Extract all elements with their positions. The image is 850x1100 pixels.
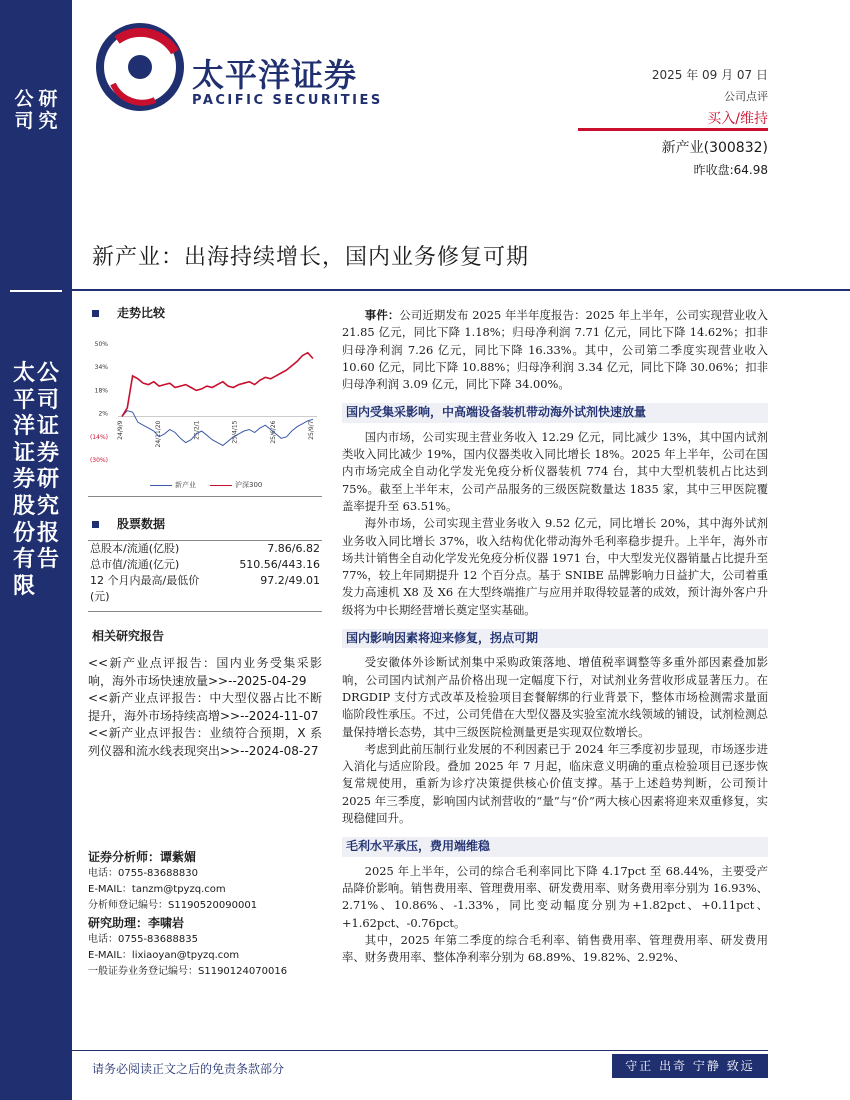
related-reports-list bbox=[88, 655, 322, 760]
analyst-name: 证券分析师：谭紫媚 bbox=[88, 850, 197, 864]
stock-data-heading: 股票数据 bbox=[92, 515, 165, 532]
section-heading: 国内受集采影响，中高端设备装机带动海外试剂快速放量 bbox=[342, 403, 768, 422]
related-report-link[interactable]: <<新产业点评报告：国内业务受集采影响，海外市场快速放量>>--2025-04-29 bbox=[88, 656, 322, 688]
legend-item-1: 新产业 bbox=[150, 480, 196, 490]
analyst-email[interactable]: E-MAIL：tanzm@tpyzq.com bbox=[88, 884, 226, 895]
y-tick-label: 50% bbox=[94, 341, 108, 348]
y-tick-label: (14%) bbox=[89, 433, 108, 441]
footer-disclaimer: 请务必阅读正文之后的免责条款部分 bbox=[92, 1062, 285, 1076]
analyst-registration: 分析师登记编号：S1190520090001 bbox=[88, 900, 258, 911]
sidebar-char: 司 bbox=[14, 110, 34, 132]
sidebar-char: 股 bbox=[12, 492, 35, 519]
rating-underline bbox=[578, 128, 768, 131]
sidebar-char: 太 bbox=[12, 360, 35, 386]
sidebar-char: 券 bbox=[12, 466, 35, 493]
y-tick-label: 34% bbox=[94, 364, 108, 372]
y-tick-label: 18% bbox=[94, 387, 108, 395]
section-heading: 毛利水平承压，费用端维稳 bbox=[342, 837, 768, 856]
sidebar-char: 有 bbox=[12, 546, 35, 573]
y-tick-label: 2% bbox=[98, 410, 108, 418]
pacific-securities-logo-icon bbox=[95, 22, 185, 112]
x-tick-label: 25/2/1 bbox=[193, 420, 201, 440]
sidebar-char: 报 bbox=[36, 519, 59, 546]
assistant-registration: 一般证券业务登记编号：S1190124070016 bbox=[88, 966, 288, 977]
event-label: 事件： bbox=[364, 308, 400, 322]
sidebar-char: 研 bbox=[38, 88, 58, 110]
sidebar-char: 究 bbox=[38, 110, 58, 132]
title-divider bbox=[72, 289, 850, 291]
sidebar-company-label bbox=[0, 360, 72, 599]
sidebar-divider bbox=[10, 290, 62, 292]
trend-chart bbox=[89, 330, 322, 500]
sidebar-char: 告 bbox=[36, 546, 59, 573]
sidebar-char: 证 bbox=[12, 439, 35, 466]
body-paragraph: 受安徽体外诊断试剂集中采购政策落地、增值税率调整等多重外部因素叠加影响，公司国内试剂产品价格出现一定幅度下行，对试剂业务营收形成显著压力。在 DRGDIP 支付方式改革及检验项目套餐解绑的行业背景下，整体市场检测需求量面临阶段性承压。不过，公司凭借在大型仪器及实验室流水线领域的铺设，试剂检测总量保持增长态势，其中三级医院检测量更是实现双位数增长。 bbox=[342, 655, 768, 739]
close-price: 昨收盘:64.98 bbox=[693, 163, 768, 177]
body-paragraph: 2025 年上半年，公司的综合毛利率同比下降 4.17pct 至 68.44%，主要受产品降价影响。销售费用率、管理费用率、研发费用率、财务费用率分别为 16.93%、2.71%、10.86%、-1.33%，同比变动幅度分别为+1.82pct、+0.11pct、+1.62pct、-0.76pct。 bbox=[342, 863, 768, 930]
table-row: (元) bbox=[90, 590, 110, 603]
series-line-2 bbox=[122, 353, 313, 417]
sidebar-char: 司 bbox=[36, 386, 59, 413]
analyst-phone: 电话：0755-83688830 bbox=[88, 868, 198, 879]
x-tick-label: 25/4/15 bbox=[231, 420, 239, 444]
body-paragraph: 海外市场，公司实现主营业务收入 9.52 亿元，同比增长 20%，其中海外试剂业务收入同比增长 37%，收入结构优化带动海外毛利率稳步提升。上半年，海外市场共计销售全自动化学发光免疫分析仪器 1971 台，中大型发光仪器销量占比提升至 77%，较上年同期提升 12 个百分点。基于 SNIBE 品牌影响力日益扩大，公司着重发力高速机 X8 及 X6 在大型终端推广与应用并取得较显著的成效，预计海外客户升级将为中长期经营增长奠定坚实基础。 bbox=[342, 516, 768, 617]
trend-heading: 走势比较 bbox=[92, 304, 165, 321]
report-type: 公司点评 bbox=[724, 90, 768, 103]
stock-data-table bbox=[88, 540, 322, 605]
table-row: 12 个月内最高/最低价 97.2/49.01 bbox=[90, 574, 320, 587]
body-paragraph: 国内市场，公司实现主营业务收入 12.29 亿元，同比减少 13%，其中国内试剂类收入同比减少 19%，国内仪器类收入同比增长 18%。2025 年上半年，公司在国内市场完成全自动化学发光免疫分析仪器装机 774 台，其中大型机装机占比达到 75%。截至上半年末，公司产品服务的三级医院数量达 1835 家，其中三甲医院覆盖率提升至 63.51%。 bbox=[342, 429, 768, 513]
square-bullet-icon bbox=[92, 310, 99, 317]
sidebar-char: 究 bbox=[36, 492, 59, 519]
report-date: 2025 年 09 月 07 日 bbox=[651, 68, 768, 82]
sidebar-char: 公 bbox=[14, 88, 34, 110]
brand-name-cn: 太平洋证券 bbox=[192, 56, 358, 94]
rating: 买入/维持 bbox=[707, 111, 768, 127]
report-body bbox=[342, 307, 768, 966]
sidebar-char: 券 bbox=[36, 439, 59, 466]
body-paragraph: 其中，2025 年第二季度的综合毛利率、销售费用率、管理费用率、研发费用率、财务费用率、整体净利率分别为 68.89%、19.82%、2.92%、 bbox=[342, 932, 768, 965]
section-heading: 国内影响因素将迎来修复，拐点可期 bbox=[342, 629, 768, 648]
related-reports-heading: 相关研究报告 bbox=[92, 629, 165, 643]
legend-item-2: 沪深300 bbox=[210, 480, 262, 490]
assistant-phone: 电话：0755-83688835 bbox=[88, 934, 198, 945]
assistant-name: 研究助理：李啸岩 bbox=[88, 916, 185, 930]
sidebar-char: 证 bbox=[36, 413, 59, 440]
footer-motto: 守正 出奇 宁静 致远 bbox=[612, 1054, 768, 1078]
report-title: 新产业：出海持续增长，国内业务修复可期 bbox=[92, 245, 530, 270]
event-paragraph: 事件：公司近期发布 2025 年半年度报告：2025 年上半年，公司实现营业收入 21.85 亿元，同比下降 1.18%；归母净利润 7.71 亿元，同比下降 14.62%；扣非归母净利润 7.26 亿元，同比下降 16.33%。其中，公司第二季度实现营业收入 10.60 亿元，同比下降 10.88%；归母净利润 3.34 亿元，同比下降 30.06%；扣非归母净利润 3.09 亿元，同比下降 34.00%。 bbox=[342, 308, 768, 392]
legend-swatch bbox=[210, 485, 232, 486]
x-tick-label: 24/11/20 bbox=[155, 420, 163, 448]
sidebar-char: 份 bbox=[12, 519, 35, 546]
series-line-1 bbox=[122, 411, 313, 446]
table-row: 总股本/流通(亿股) 7.86/6.82 bbox=[90, 542, 320, 555]
x-tick-label: 25/6/26 bbox=[269, 420, 277, 444]
sidebar-char: 平 bbox=[12, 386, 35, 413]
sidebar-char: 研 bbox=[36, 466, 59, 493]
sidebar-char: 限 bbox=[12, 572, 35, 599]
y-tick-label: (30%) bbox=[89, 457, 108, 464]
x-tick-label: 25/9/7 bbox=[308, 420, 315, 440]
square-bullet-icon bbox=[92, 521, 99, 528]
table-row: 总市值/流通(亿元) 510.56/443.16 bbox=[90, 558, 320, 571]
related-report-link[interactable]: <<新产业点评报告：业绩符合预期，X 系列仪器和流水线表现突出>>--2024-08-27 bbox=[88, 726, 322, 758]
footer-divider bbox=[72, 1050, 768, 1051]
related-report-link[interactable]: <<新产业点评报告：中大型仪器占比不断提升，海外市场持续高增>>--2024-11-07 bbox=[88, 691, 322, 723]
legend-swatch bbox=[150, 485, 172, 486]
stock-code: 新产业(300832) bbox=[661, 140, 768, 156]
assistant-email[interactable]: E-MAIL：lixiaoyan@tpyzq.com bbox=[88, 950, 240, 961]
sidebar bbox=[0, 0, 72, 1100]
body-paragraph: 考虑到此前压制行业发展的不利因素已于 2024 年三季度初步显现，市场逐步进入消化与适应阶段。叠加 2025 年 7 月起，临床意义明确的重点检验项目已逐步恢复常规使用，重新为诊疗决策提供核心价值支撑。基于上述趋势判断，公司预计 2025 年三季度，影响国内试剂营收的“量”与“价”两大核心因素将迎来双重修复，实现稳健回升。 bbox=[342, 741, 768, 826]
sidebar-char: 洋 bbox=[12, 413, 35, 440]
x-tick-label: 24/9/9 bbox=[117, 420, 124, 440]
chart-divider bbox=[88, 496, 322, 497]
sidebar-category bbox=[0, 88, 72, 132]
sidebar-char: 公 bbox=[36, 360, 59, 386]
brand-name-en: PACIFIC SECURITIES bbox=[192, 93, 383, 108]
analyst-info bbox=[88, 848, 328, 980]
table-divider bbox=[88, 611, 322, 612]
